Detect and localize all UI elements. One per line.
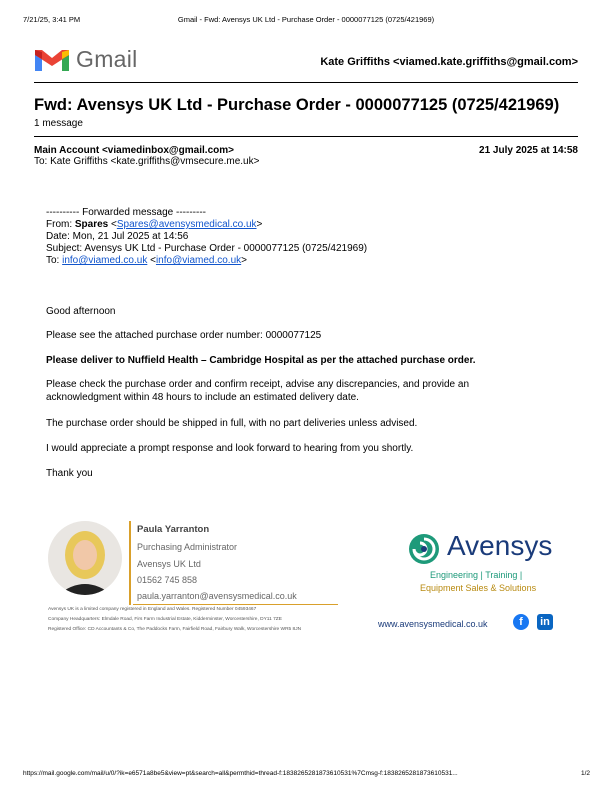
gmail-logo-icon[interactable] xyxy=(34,46,70,77)
thread-subject: Fwd: Avensys UK Ltd - Purchase Order - 0000077125 (0725/421969) xyxy=(34,96,560,114)
to-email-link-2[interactable]: info@viamed.co.uk xyxy=(155,255,242,266)
avensys-wordmark: Avensys xyxy=(447,530,553,561)
message-from: Main Account <viamedinbox@gmail.com> xyxy=(34,145,234,156)
website-link[interactable]: www.avensysmedical.co.uk xyxy=(378,619,488,629)
body-paragraph: The purchase order should be shipped in full, with no part deliveries unless advised. xyxy=(46,418,418,429)
avensys-tagline: Engineering | Training | xyxy=(430,570,523,580)
legal-text: Avensys UK is a limited company registered in England and Wales. Registered Number 04593467 xyxy=(48,607,257,612)
forwarded-subject: Subject: Avensys UK Ltd - Purchase Order - 0000077125 (0725/421969) xyxy=(46,243,368,254)
forwarded-date: Date: Mon, 21 Jul 2025 at 14:56 xyxy=(46,231,189,242)
signature-email[interactable]: paula.yarranton@avensysmedical.co.uk xyxy=(137,591,297,601)
gmail-wordmark: Gmail xyxy=(76,46,138,72)
forwarded-header: ---------- Forwarded message --------- xyxy=(46,207,206,218)
body-paragraph: I would appreciate a prompt response and look forward to hearing from you shortly. xyxy=(46,443,414,454)
from-email-link[interactable]: Spares@avensysmedical.co.uk xyxy=(116,219,257,230)
facebook-icon[interactable]: f xyxy=(513,614,529,630)
message-count: 1 message xyxy=(34,118,83,129)
divider xyxy=(34,82,578,83)
signature-name: Paula Yarranton xyxy=(137,524,210,535)
message-date: 21 July 2025 at 14:58 xyxy=(479,145,578,156)
print-url: https://mail.google.com/mail/u/0/?ik=e6571a8be5&view=pt&search=all&permthid=thread-f:1838265281873610531%7Cmsg-f:1838265281873610531... xyxy=(23,770,458,777)
print-date: 7/21/25, 3:41 PM xyxy=(23,15,81,24)
closing: Thank you xyxy=(46,468,93,479)
legal-text: Registered Office: CD Accountants & Co, The Paddocks Farm, Fairfield Road, Fairbury Walk, Worcestershire WR5 8JN xyxy=(48,627,302,632)
body-paragraph: Please check the purchase order and confirm receipt, advise any discrepancies, and provide an acknowledgment within 48 hours to include an estimated delivery date. xyxy=(46,379,470,403)
linkedin-icon[interactable]: in xyxy=(537,614,553,630)
print-title: Gmail - Fwd: Avensys UK Ltd - Purchase Order - 0000077125 (0725/421969) xyxy=(177,15,435,24)
message-to: To: Kate Griffiths <kate.griffiths@vmsecure.me.uk> xyxy=(34,156,260,167)
signature-company: Avensys UK Ltd xyxy=(137,559,201,569)
avatar xyxy=(48,521,122,595)
legal-text: Company Headquarters: Elmdale Road, Firs Farm Industrial Estate, Kidderminster, Worcestershire, DY11 7ZE xyxy=(48,617,282,622)
greeting: Good afternoon xyxy=(46,306,116,317)
signature-bar xyxy=(129,521,131,605)
divider xyxy=(34,136,578,137)
signature-phone: 01562 745 858 xyxy=(137,575,198,585)
body-paragraph-bold: Please deliver to Nuffield Health – Cambridge Hospital as per the attached purchase order. xyxy=(46,355,476,366)
body-paragraph: Please see the attached purchase order number: 0000077125 xyxy=(46,330,322,341)
signature-role: Purchasing Administrator xyxy=(137,542,238,552)
avensys-tagline-2: Equipment Sales & Solutions xyxy=(420,583,537,593)
avensys-logo-icon xyxy=(405,532,443,571)
forwarded-from: From: Spares <Spares@avensysmedical.co.uk> xyxy=(46,219,263,230)
signature-divider xyxy=(133,604,338,605)
account-name: Kate Griffiths <viamed.kate.griffiths@gmail.com> xyxy=(320,56,578,68)
page-number: 1/2 xyxy=(580,770,590,777)
to-email-link[interactable]: info@viamed.co.uk xyxy=(62,255,148,266)
forwarded-to: To: info@viamed.co.uk <info@viamed.co.uk> xyxy=(46,255,247,266)
